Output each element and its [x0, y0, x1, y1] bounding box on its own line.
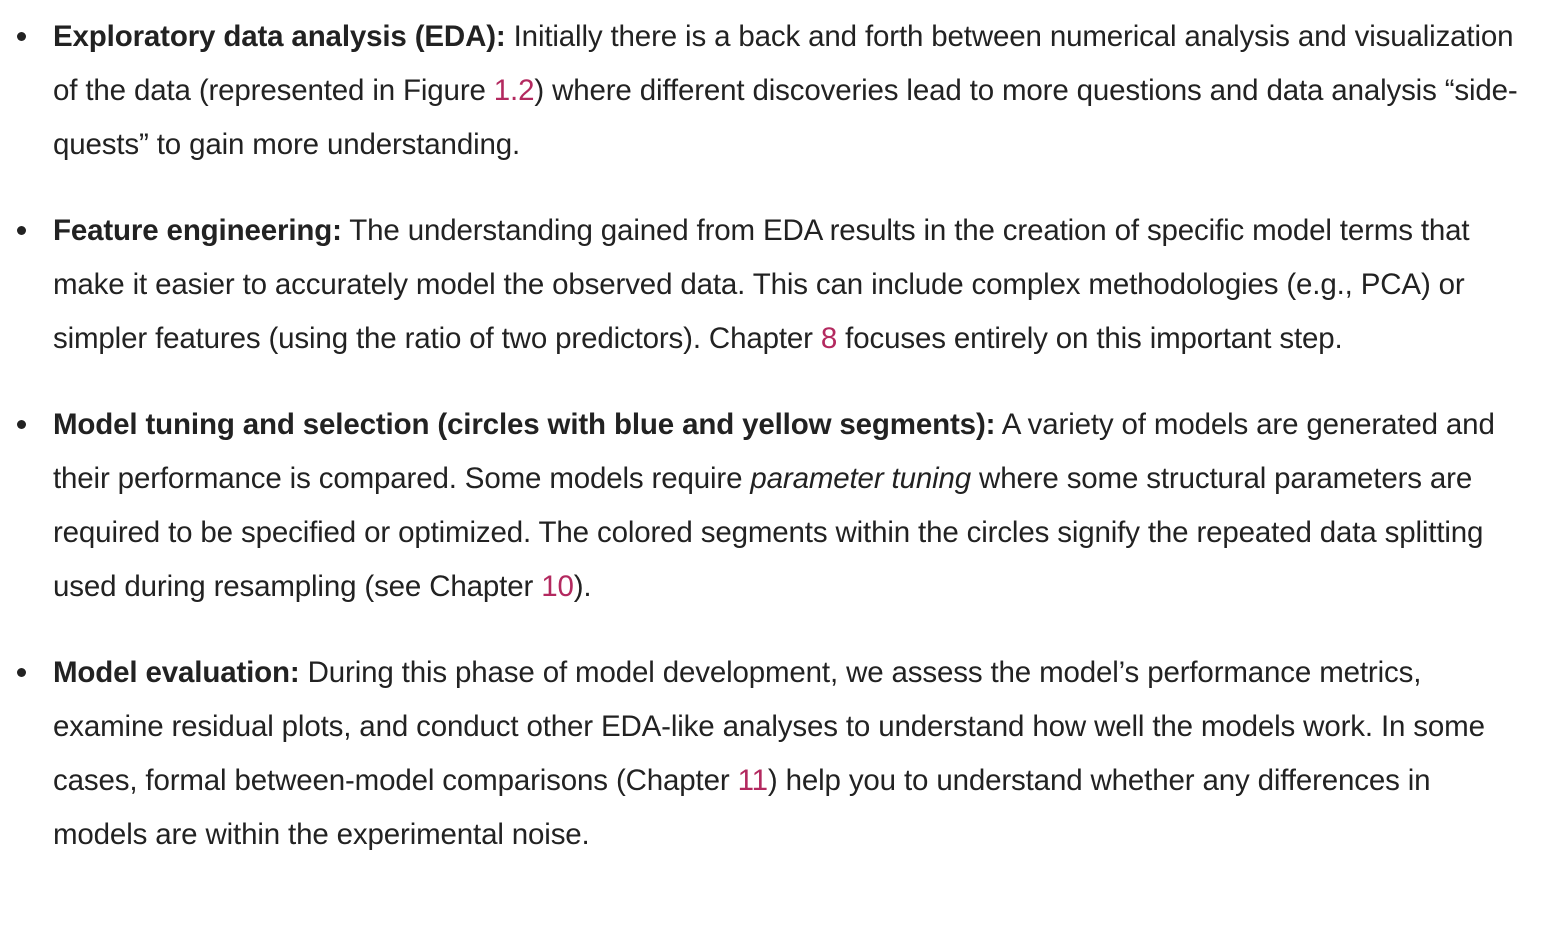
item-text: The understanding gained from EDA results in the creation of specific model terms that make it easier to accurately model the observed data. This can include complex methodologies (e.g., PCA) or simpler features (using the ratio of two predictors). Chapter [53, 214, 1470, 355]
item-text: focuses entirely on this important step. [837, 322, 1343, 355]
list-item-eda [0, 10, 1550, 172]
figure-link[interactable]: 1.2 [493, 74, 535, 107]
chapter-link[interactable]: 8 [820, 322, 838, 355]
list-item-feature-engineering [0, 204, 1550, 366]
item-text: ). [573, 570, 592, 603]
item-text: ) where different discoveries lead to more questions and data analysis “side-quests” to gain more understanding. [53, 74, 1518, 161]
bullet-list [0, 10, 1550, 894]
term-label: Exploratory data analysis (EDA): [53, 20, 506, 53]
bullet-dot [17, 32, 26, 41]
term-label: Model evaluation: [53, 656, 300, 689]
item-text: During this phase of model development, we assess the model’s performance metrics, examine residual plots, and conduct other EDA-like analyses to understand how well the models work. In some cases, formal between-model comparisons (Chapter [53, 656, 1485, 797]
item-text: Initially there is a back and forth between numerical analysis and visualization of the data (represented in Figure [53, 20, 1514, 107]
item-text: ) help you to understand whether any differences in models are within the experimental noise. [53, 764, 1431, 851]
list-item-model-evaluation [0, 646, 1550, 862]
term-label: Feature engineering: [53, 214, 342, 247]
chapter-link[interactable]: 10 [541, 570, 574, 603]
bullet-dot [17, 420, 26, 429]
item-text: A variety of models are generated and their performance is compared. Some models require [53, 408, 1495, 495]
term-label: Model tuning and selection (circles with blue and yellow segments): [53, 408, 996, 441]
item-text: where some structural parameters are required to be specified or optimized. The colored segments within the circles signify the repeated data splitting used during resampling (see Chapter [53, 462, 1484, 603]
emphasis-text: parameter tuning [750, 462, 972, 495]
list-item-model-tuning [0, 398, 1550, 614]
chapter-link[interactable]: 11 [737, 764, 768, 797]
bullet-dot [17, 226, 26, 235]
bullet-dot [17, 668, 26, 677]
